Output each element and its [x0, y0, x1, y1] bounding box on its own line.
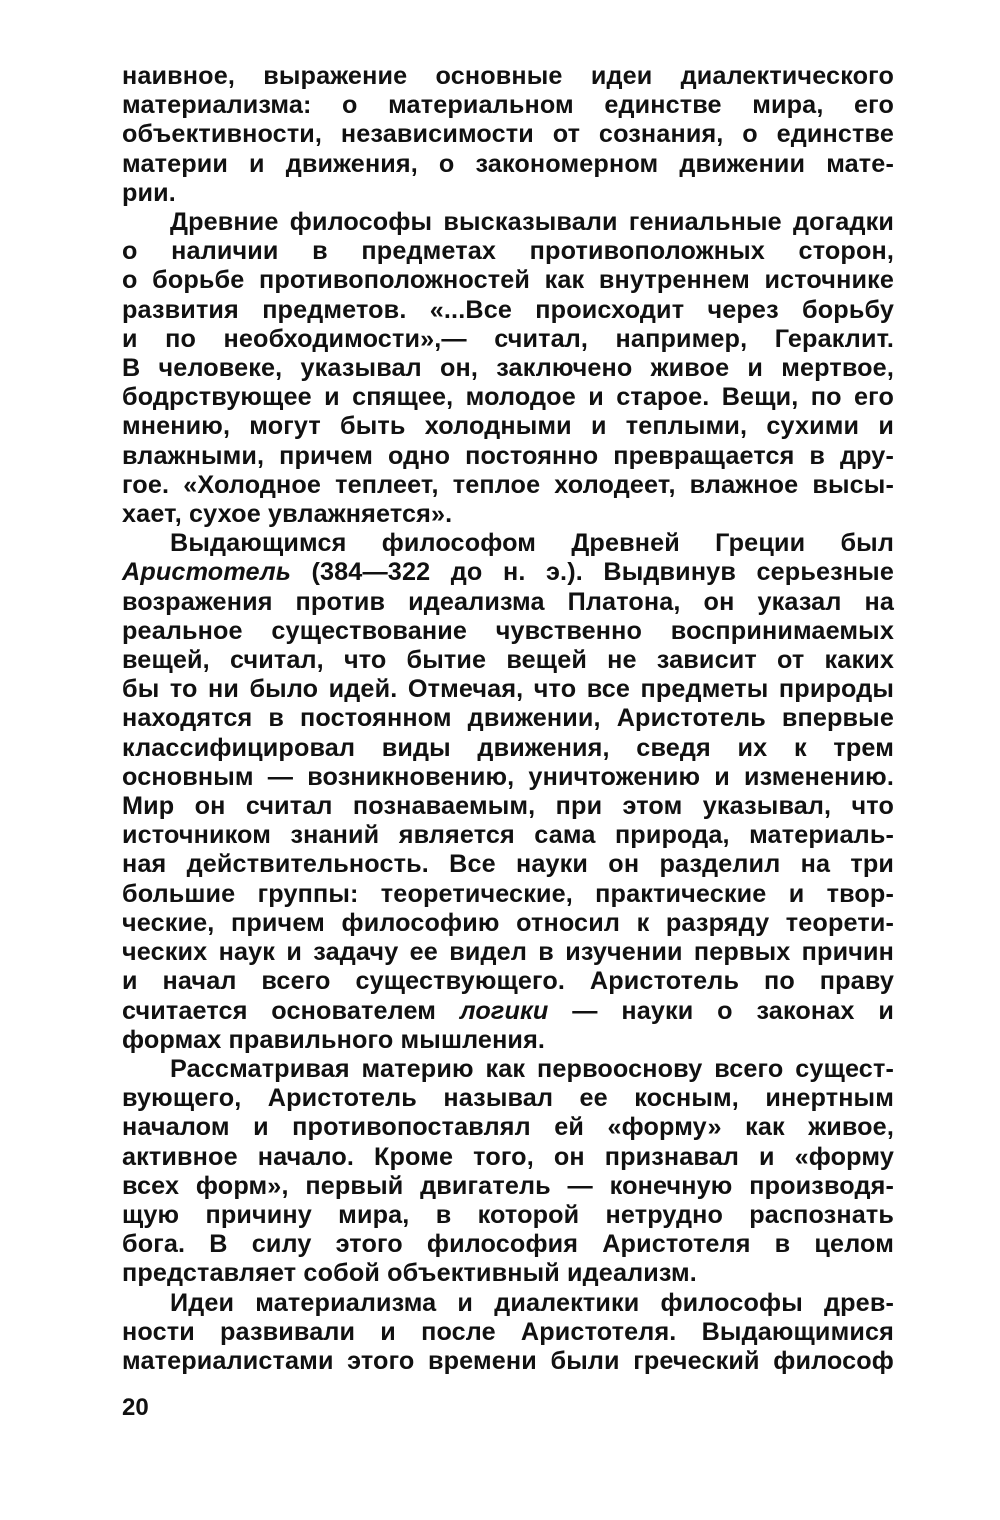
text-line: материалистами этого времени были греческий философ [122, 1346, 894, 1375]
text-line: ная действительность. Все науки он разделил на три [122, 850, 894, 879]
paragraph-4 [122, 1055, 894, 1289]
text-line: объективности, независимости от сознания, о единстве [122, 120, 894, 149]
paragraph-1 [122, 62, 894, 208]
text-line: гое. «Холодное теплеет, теплое холодеет, влажное высы- [122, 470, 894, 499]
text-line: представляет собой объективный идеализм. [122, 1259, 697, 1288]
text-line: Выдающимся философом Древней Греции был [170, 529, 894, 558]
page-body-text [122, 62, 894, 1376]
text-line: хает, сухое увлажняется». [122, 500, 453, 529]
text-line: развития предметов. «...Все происходит через борьбу [122, 295, 894, 324]
text-line: Идеи материализма и диалектики философы древ- [170, 1288, 894, 1317]
text-line: наивное, выражение основные идеи диалектического [122, 62, 894, 90]
text-line [122, 558, 894, 587]
text-line: и по необходимости»,— считал, например, Гераклит. [122, 324, 894, 353]
text-line: рии. [122, 178, 176, 207]
text-line: началом и противопоставлял ей «форму» как живое, [122, 1113, 894, 1142]
text-line: Древние философы высказывали гениальные догадки [170, 208, 894, 237]
text-line: формах правильного мышления. [122, 1025, 546, 1054]
author-name-italic: Аристотель [122, 558, 291, 587]
text-line: источником знаний является сама природа, материаль- [122, 821, 894, 850]
paragraph-2 [122, 208, 894, 529]
text-line: классифицировал виды движения, сведя их к трем [122, 733, 894, 762]
text-line: всех форм», первый двигатель — конечную производя- [122, 1171, 894, 1200]
text-line-pre: считается основателем [122, 996, 460, 1025]
text-line: В человеке, указывал он, заключено живое и мертвое, [122, 354, 894, 383]
paragraph-5 [122, 1289, 894, 1377]
page-number: 20 [122, 1394, 149, 1421]
text-line-post: — науки о законах и [548, 996, 894, 1025]
text-line: реальное существование чувственно воспринимаемых [122, 616, 894, 645]
term-italic: логики [459, 996, 549, 1025]
text-line: ческих наук и задачу ее видел в изучении первых причин [122, 938, 894, 967]
text-line: ческие, причем философию относил к разряду теорети- [122, 908, 894, 937]
text-line: вующего, Аристотель называл ее косным, инертным [122, 1084, 894, 1113]
text-line: материи и движения, о закономерном движении мате- [122, 149, 894, 178]
text-line [122, 997, 894, 1026]
text-line: влажными, причем одно постоянно превращается в дру- [122, 441, 894, 470]
text-line: ности развивали и после Аристотеля. Выдающимися [122, 1317, 894, 1346]
text-line-rest: (384—322 до н. э.). Выдвинув серьезные [290, 558, 894, 587]
text-line: возражения против идеализма Платона, он указал на [122, 587, 894, 616]
text-line: щую причину мира, в которой нетрудно распознать [122, 1200, 894, 1229]
text-line: Мир он считал познаваемым, при этом указывал, что [122, 792, 894, 821]
text-line: мнению, могут быть холодными и теплыми, сухими и [122, 412, 894, 441]
text-line: материализма: о материальном единстве мира, его [122, 91, 894, 120]
text-line: о наличии в предметах противоположных сторон, [122, 237, 894, 266]
text-line: основным — возникновению, уничтожению и изменению. [122, 762, 894, 791]
text-line: бы то ни было идей. Отмечая, что все предметы природы [122, 675, 894, 704]
text-line: Рассматривая материю как первооснову всего сущест- [170, 1054, 894, 1083]
text-line: находятся в постоянном движении, Аристотель впервые [122, 704, 894, 733]
text-line: и начал всего существующего. Аристотель по праву [122, 967, 894, 996]
text-line: о борьбе противоположностей как внутреннем источнике [122, 266, 894, 295]
text-line: бога. В силу этого философия Аристотеля в целом [122, 1230, 894, 1259]
text-line: вещей, считал, что бытие вещей не зависит от каких [122, 646, 894, 675]
text-line: активное начало. Кроме того, он признавал и «форму [122, 1142, 894, 1171]
text-line: бодрствующее и спящее, молодое и старое. Вещи, по его [122, 383, 894, 412]
paragraph-3 [122, 529, 894, 1055]
text-line: большие группы: теоретические, практические и твор- [122, 879, 894, 908]
